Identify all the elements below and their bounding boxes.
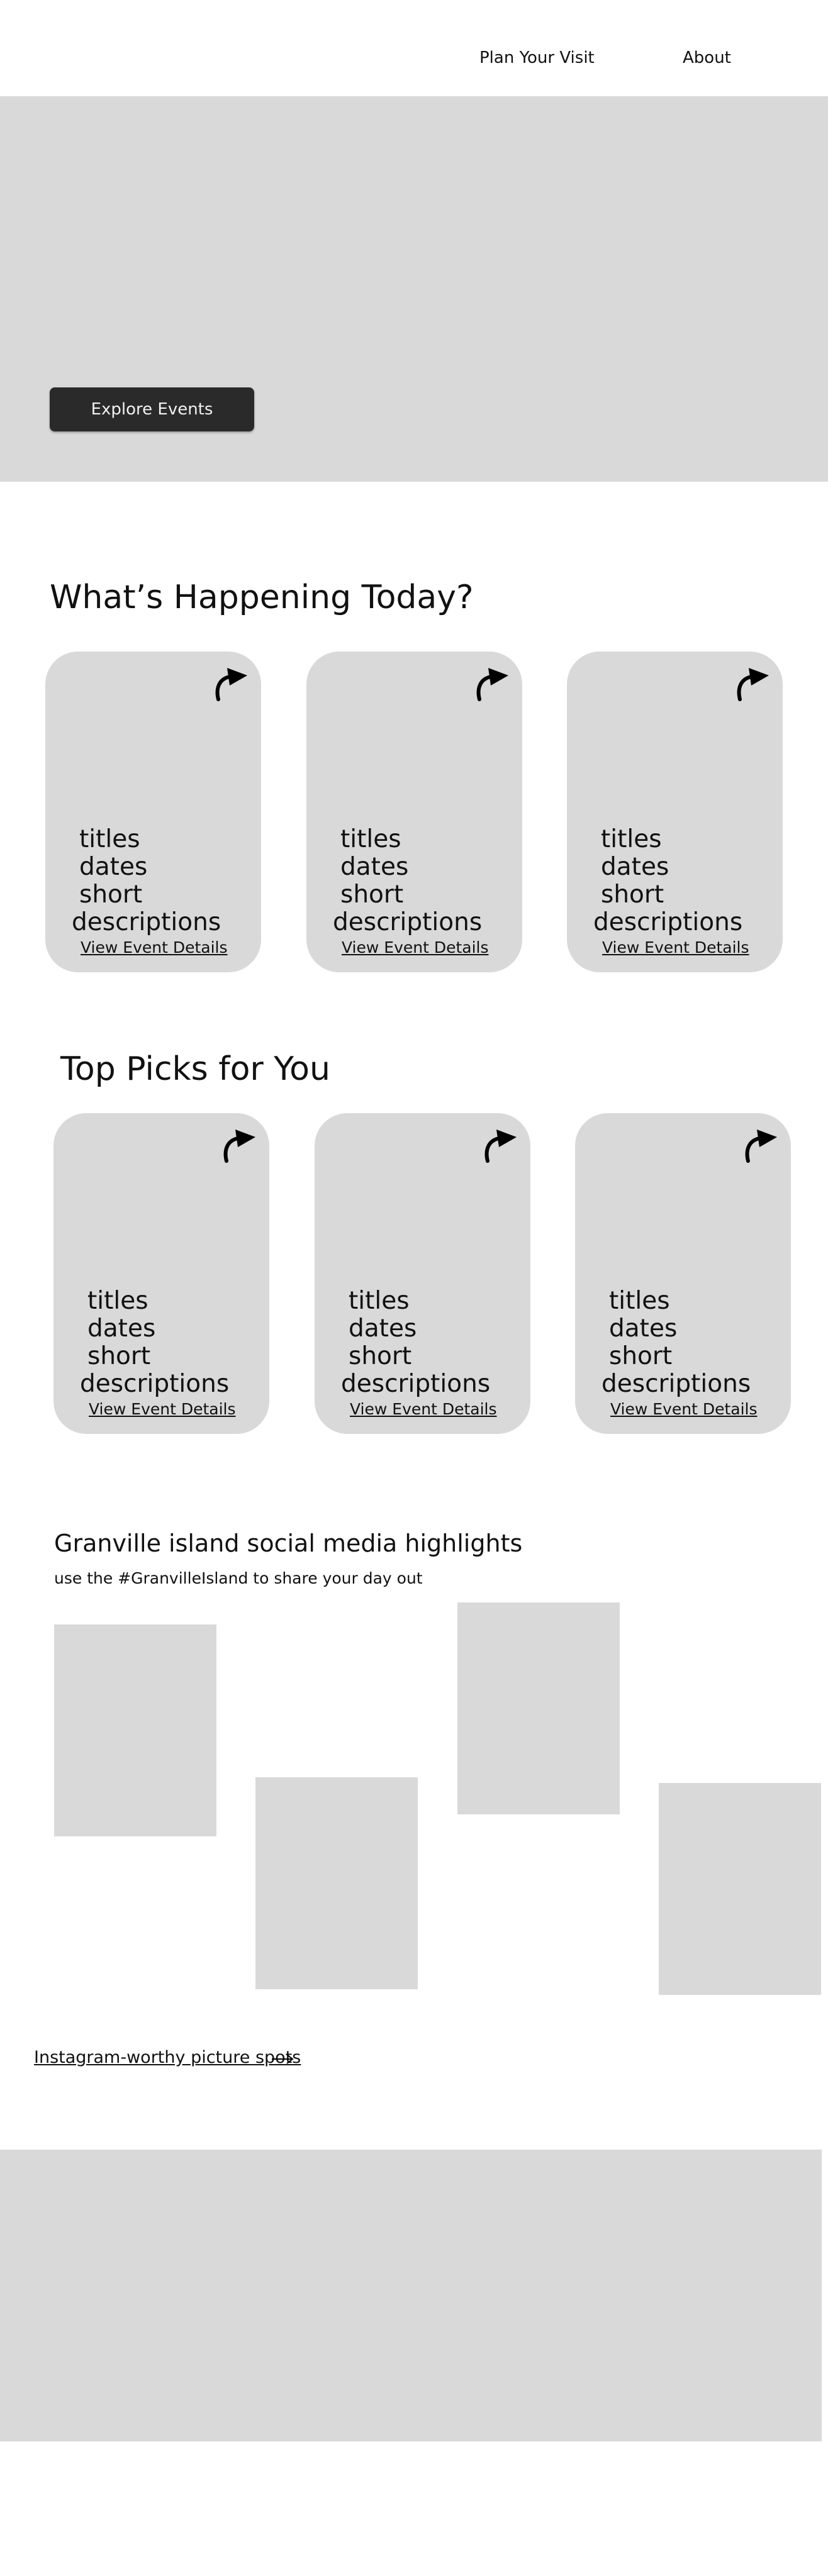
event-text <box>80 1287 229 1398</box>
hero-banner <box>0 96 828 482</box>
long-right-arrow-icon[interactable] <box>271 2049 294 2068</box>
event-text <box>72 826 221 936</box>
footer-image-placeholder <box>0 2150 822 2441</box>
event-date: dates <box>601 853 669 881</box>
view-event-details-link[interactable]: View Event Details <box>602 938 749 957</box>
top-picks-heading: Top Picks for You <box>60 1050 330 1088</box>
event-text <box>601 1287 751 1398</box>
event-date: dates <box>87 1314 156 1343</box>
event-title: titles <box>79 825 140 853</box>
view-event-details-link[interactable]: View Event Details <box>342 938 489 957</box>
view-event-details-link[interactable]: View Event Details <box>610 1400 758 1418</box>
social-highlights-subtitle: use the #GranvilleIsland to share your day out <box>54 1569 423 1587</box>
event-description: descriptions <box>601 1370 751 1398</box>
event-card[interactable] <box>45 652 261 972</box>
event-title: titles <box>609 1287 670 1315</box>
social-photo-placeholder[interactable] <box>54 1624 216 1836</box>
event-description: descriptions <box>72 908 221 936</box>
nav-about[interactable]: About <box>683 48 731 67</box>
event-date: dates <box>349 1314 417 1343</box>
event-title: titles <box>340 825 401 853</box>
explore-events-button[interactable]: Explore Events <box>50 387 254 431</box>
event-card[interactable] <box>567 652 783 972</box>
share-arrow-icon[interactable] <box>474 664 510 702</box>
social-highlights-heading: Granville island social media highlights <box>54 1530 523 1557</box>
event-text <box>593 826 742 936</box>
event-short: short <box>601 880 664 909</box>
nav-plan-your-visit[interactable]: Plan Your Visit <box>479 48 595 67</box>
event-description: descriptions <box>333 908 483 936</box>
event-card[interactable] <box>306 652 522 972</box>
social-photo-placeholder[interactable] <box>255 1777 418 1989</box>
event-text <box>333 826 482 936</box>
event-short: short <box>609 1342 673 1370</box>
view-event-details-link[interactable]: View Event Details <box>350 1400 497 1418</box>
event-card[interactable] <box>53 1113 269 1434</box>
instagram-spots-link[interactable]: Instagram-worthy picture spots <box>34 2048 301 2067</box>
event-text <box>341 1287 490 1398</box>
event-description: descriptions <box>341 1370 491 1398</box>
event-description: descriptions <box>593 908 743 936</box>
share-arrow-icon[interactable] <box>735 664 770 702</box>
event-short: short <box>349 1342 412 1370</box>
share-arrow-icon[interactable] <box>221 1126 257 1163</box>
event-short: short <box>79 880 143 909</box>
event-short: short <box>87 1342 151 1370</box>
social-photo-placeholder[interactable] <box>457 1602 620 1814</box>
event-title: titles <box>349 1287 410 1315</box>
view-event-details-link[interactable]: View Event Details <box>89 1400 236 1418</box>
social-photo-placeholder[interactable] <box>659 1783 821 1995</box>
event-card[interactable] <box>315 1113 530 1434</box>
event-title: titles <box>601 825 662 853</box>
top-nav <box>0 0 828 96</box>
todays-events-heading: What’s Happening Today? <box>50 579 474 616</box>
event-date: dates <box>340 853 409 881</box>
event-description: descriptions <box>80 1370 230 1398</box>
event-date: dates <box>609 1314 678 1343</box>
share-arrow-icon[interactable] <box>483 1126 518 1163</box>
event-title: titles <box>87 1287 148 1315</box>
share-arrow-icon[interactable] <box>213 664 249 702</box>
view-event-details-link[interactable]: View Event Details <box>81 938 228 957</box>
event-card[interactable] <box>575 1113 791 1434</box>
event-short: short <box>340 880 404 909</box>
event-date: dates <box>79 853 148 881</box>
share-arrow-icon[interactable] <box>743 1126 778 1163</box>
